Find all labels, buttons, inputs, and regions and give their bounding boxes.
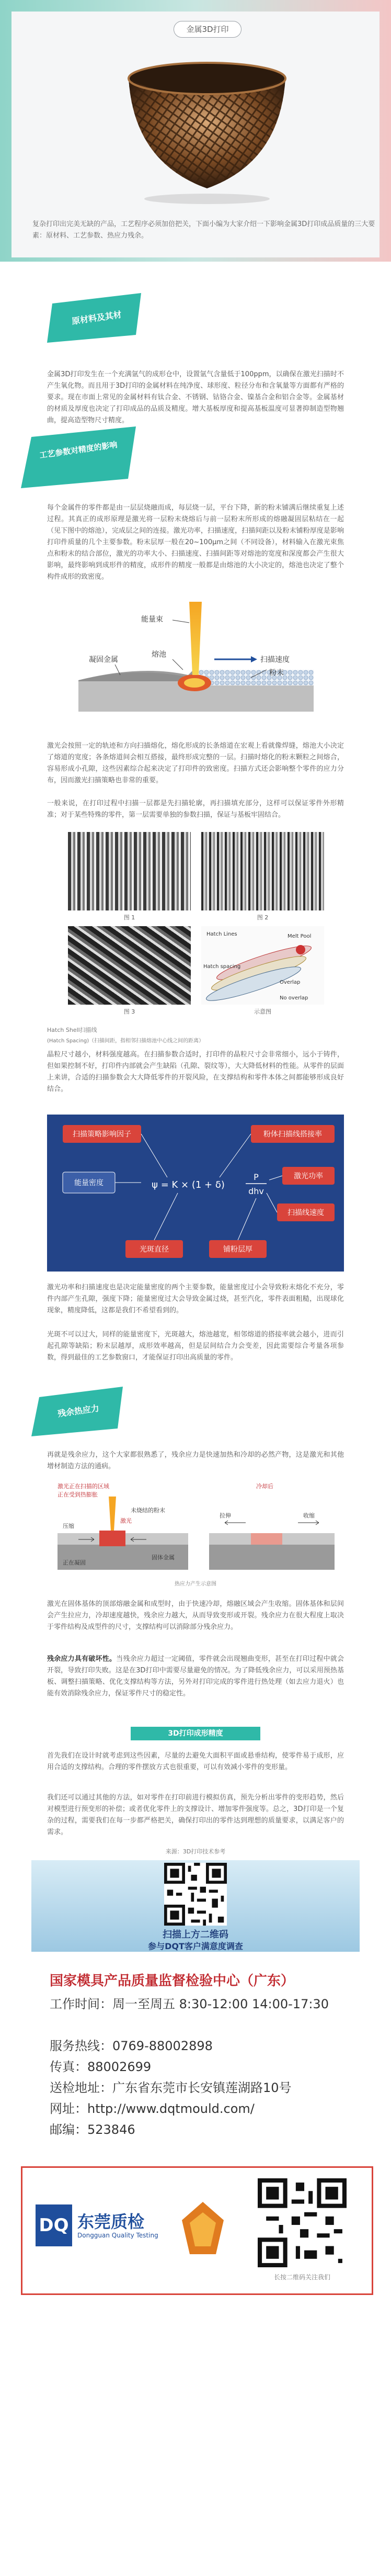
label-energy-beam: 能量束 xyxy=(141,615,163,624)
footer-logo-banner xyxy=(21,2166,373,2295)
survey-qr-card xyxy=(31,1860,360,1952)
micrograph-figure-3 xyxy=(68,926,191,1005)
energy-left-top: 扫描策略影响因子 xyxy=(73,1130,131,1139)
section2b-paragraph-2: 光斑不可以过大，同样的能量密度下，光斑越大，熔池越宽，相邻熔道的搭接率就会越小，进而引起孔隙等缺陷；粉末层越厚，成形效率越高，但是层间结合力会变差，因此需要综合考量各项参数，得到最佳的工艺参数窗口，才能保证打印出高质量的零件。 xyxy=(47,1331,344,1362)
section3-badge: 残余热应力 xyxy=(56,1403,100,1419)
stress-label-solid: 固体金属 xyxy=(152,1554,175,1561)
section1-paragraph: 金属3D打印发生在一个充满氩气的成形仓中，设置氩气含量低于100ppm，以确保在激光扫描时不产生氧化物。而且用于3D打印的金属材料在纯净度、球形度、粒径分布和含氧量等方面都有严格的要求。现在市面上常见的金属材料有钛合金、不锈钢、钴铬合金、镍基合金和铝合金等。金属基材的材质及厚度也决定了打印成品的品质及精度。增大基板厚度和提高基板温度可显著抑制造型物翘曲，提高造型物尺寸精度。 xyxy=(47,370,344,424)
label-hatch-spacing: Hatch spacing xyxy=(203,964,241,970)
label-hatch-lines: Hatch Lines xyxy=(206,931,237,937)
micrograph-figure-1 xyxy=(68,832,191,910)
lattice-bowl-image xyxy=(102,42,312,215)
label-solidified-metal: 凝固金属 xyxy=(89,656,118,664)
section4-badge: 3D打印成形精度 xyxy=(168,1729,223,1738)
footer-hours: 工作时间：周一至周五 8:30-12:00 14:00-17:30 xyxy=(50,1997,329,2011)
melt-pool-diagram xyxy=(78,591,314,733)
stress-label-laser: 激光 xyxy=(120,1517,132,1524)
section3-paragraph-3-bold: 残余应力具有破坏性。 xyxy=(47,1655,117,1663)
stress-right-title: 冷却后 xyxy=(256,1483,273,1490)
section2-paragraph-2: 激光会按照一定的轨迹和方向扫描熔化，熔化形成的长条熔道在宏观上看就像焊缝，熔池大小决定了熔道的宽度；各条熔道间会相互搭接，最终形成完整的一层。扫描时熔化的粉末颗粒之间熔合，容易形成小孔隙，这些因素综合起来决定了打印件的致密度。扫描方式还会影响整个零件的应力分布，因而激光扫描策略也非常的重要。 xyxy=(47,742,344,784)
section2-badge: 工艺参数对精度的影响 xyxy=(39,440,118,460)
footer-website[interactable]: 网址：http://www.dqtmould.com/ xyxy=(50,2101,255,2116)
section3-paragraph-3-text: 当残余应力超过一定阈值，零件就会出现翘曲变形，甚至在打印过程中就会开裂，导致打印失败。这是在3D打印中需要尽量避免的情况。为了降低残余应力，可以采用预热基板、调整扫描策略、优化支撑结构等方法，另外对打印完成的零件进行热处理（如去应力退火）也能有效消除残余应力，保证零件尺寸的稳定性。 xyxy=(47,1655,344,1697)
micrograph-figure-2 xyxy=(201,832,324,910)
stress-label-compress: 压缩 xyxy=(63,1523,74,1529)
footer-zip: 邮编：523846 xyxy=(50,2122,135,2137)
label-powder: 粉末 xyxy=(269,669,284,677)
section4-paragraph-1: 首先我们在设计时就考虑到这些因素，尽量的去避免大面积平面或悬垂结构，使零件易于成形，应用合适的支撑结构。合理的零件摆放方式也很重要，可以有效减小零件的变形量。 xyxy=(47,1752,344,1771)
hatch-schematic xyxy=(201,926,324,1005)
section2b-paragraph-1: 激光功率和扫描速度也是决定能量密度的两个主要参数，能量密度过小会导致粉末熔化不充分，零件内部产生孔隙，强度下降；能量密度过大会导致金属过烧，甚至汽化，零件表面粗糙，出现球化现象，精度降低，这都是我们不希望看到的。 xyxy=(47,1284,344,1314)
energy-fraction-top: P xyxy=(254,1172,259,1182)
section1-badge: 原材料及其材 xyxy=(71,309,122,327)
energy-density-diagram xyxy=(47,1115,344,1272)
section3-paragraph-3 xyxy=(47,1653,344,1700)
logo-chinese-name: 东莞质检 xyxy=(77,2212,145,2232)
survey-line-1: 扫描上方二维码 xyxy=(163,1929,228,1940)
dongguan-emblem-icon xyxy=(179,2199,226,2257)
label-scan-speed: 扫描速度 xyxy=(260,656,290,664)
stress-label-tension: 拉伸 xyxy=(220,1512,231,1519)
stress-left-sub: 正在受到热膨胀 xyxy=(58,1491,98,1498)
footer-phone[interactable]: 服务热线：0769-88002898 xyxy=(50,2039,213,2053)
section2-paragraph-1: 每个金属件的零件都是由一层层烧融而成，每层烧一层，平台下降，新的粉末铺满后继续重复上述过程。其真正的成形原理是激光将一层粉末烧熔后与前一层粉末所形成的熔融凝固层粘结在一起（见下图中的熔池），完成层之间的连接。激光功率，扫描速度，扫描间距以及粉末铺粉厚度是影响打印件质量的几个主要参数。粉末层厚一般在20~100μm之间（不同设备），材料输入在激光束焦点和粉末的结合部位，激光的功率大小、扫描速度、扫描间距等对熔池的宽度和深度都会产生很大影响，最终影响到成形件的精度，成形件的精度一般都是由熔池的大小决定的，熔池也决定了整个构件成形的致密度。 xyxy=(47,504,344,581)
footer-org: 国家模具产品质量监督检验中心（广东） xyxy=(50,1973,295,1989)
energy-bottom-1: 光斑直径 xyxy=(140,1245,169,1254)
energy-right-3: 扫描线速度 xyxy=(288,1209,324,1217)
stress-label-shrink: 收缩 xyxy=(303,1512,315,1519)
label-no-overlap: No overlap xyxy=(280,995,308,1001)
header-card xyxy=(12,12,380,257)
energy-right-1: 粉体扫描线搭接率 xyxy=(263,1130,322,1139)
section2-paragraph-3: 一般来说，在打印过程中扫描一层都是先扫描轮廓，再扫描填充部分，这样可以保证零件外形精准；对于某些特殊的零件，第一层需要单独的参数扫描，保证与基板牢固结合。 xyxy=(47,800,344,819)
header-badge: 金属3D打印 xyxy=(174,21,242,38)
header-caption: 复杂打印出完美无缺的产品，工艺程序必须加倍把关，下面小编为大家介绍一下影响金属3D打印成品质量的三大要素：原材料、工艺参数、热应力残余。 xyxy=(32,220,375,240)
stress-left-title: 激光正在扫描的区域 xyxy=(58,1483,109,1490)
footer-address: 送检地址：广东省东莞市长安镇莲湖路10号 xyxy=(50,2080,292,2095)
dqt-logo-icon: DQ xyxy=(36,2204,72,2246)
energy-right-2: 激光功率 xyxy=(294,1172,323,1180)
follow-qr-code[interactable] xyxy=(258,2178,347,2267)
figure-4-label: 示意图 xyxy=(254,1008,271,1015)
section3-paragraph-2: 激光在固体基体的顶部熔融金属和成型时，由于快速冷却，熔融区域会产生收缩。固体基体和层间会产生拉应力，冷却速度越快，残余应力越大，从而导致变形或开裂。残余应力在很大程度上取决于零件结构及成型件的尺寸，支撑结构可以消除部分残余应力。 xyxy=(47,1600,344,1631)
section3-paragraph-1: 再就是残余应力，这个大家都很熟悉了，残余应力是快速加热和冷却的必然产物，这是激光和其他增材制造方法的通病。 xyxy=(47,1451,344,1470)
energy-bottom-2: 铺粉层厚 xyxy=(223,1245,252,1254)
energy-formula: ψ = K × (1 + δ) xyxy=(152,1179,225,1190)
stress-label-powder: 未烧结的粉末 xyxy=(131,1507,165,1514)
label-melt-pool: 熔池 xyxy=(152,650,166,659)
label-melt-pool-en: Melt Pool xyxy=(288,933,312,939)
section2-paragraph-4: 晶粒尺寸越小，材料强度越高。在扫描参数合适时，打印件的晶粒尺寸会非常细小，远小于铸件，但如果控制不好，打印件内部就会产生缺陷（孔隙、裂纹等），大大降低材料的性能。从零件的层面上来讲，合适的扫描参数会大大降低零件的开裂风险，在支撑结构和零件本体之间都能够形成良好结合。 xyxy=(47,1051,344,1093)
thermal-stress-diagram xyxy=(47,1481,344,1591)
follow-qr-caption: 长按二维码关注我们 xyxy=(273,2274,330,2281)
header-banner xyxy=(0,0,391,262)
stress-caption: 热应力产生示意图 xyxy=(175,1581,216,1587)
figure-3-label: 图 3 xyxy=(123,1008,135,1015)
hatch-subnote: (Hatch Spacing)（扫描间距，指相邻扫描熔池中心线之间的距离） xyxy=(47,1038,204,1044)
figure-1-label: 图 1 xyxy=(123,914,135,921)
footer-fax: 传真：88002699 xyxy=(50,2060,152,2074)
stress-label-solidifying: 正在凝固 xyxy=(63,1559,86,1566)
section4-paragraph-2: 我们还可以通过其他的方法，如对零件在打印前进行模拟仿真，预先分析出零件的变形趋势，然后对模型进行预变形的补偿；或者优化零件上的支撑设计、增加零件强度等。总之，3D打印是一个复杂的过程，需要我们在每一步都严格把关，确保打印出的零件达到理想的质量要求，以满足客户的需求。 xyxy=(47,1794,344,1836)
survey-line-2: 参与DQT客户满意度调查 xyxy=(148,1941,243,1951)
label-overlap: Overlap xyxy=(280,980,301,985)
energy-center: 能量密度 xyxy=(74,1179,104,1187)
survey-qr-code[interactable] xyxy=(164,1863,227,1926)
source-note: 来源：3D打印技术参考 xyxy=(165,1848,226,1855)
logo-english-name: Dongguan Quality Testing xyxy=(77,2232,158,2239)
figure-2-label: 图 2 xyxy=(257,914,269,921)
energy-fraction-bottom: dhv xyxy=(248,1186,264,1196)
hatch-note: Hatch Shell扫描线 xyxy=(47,1027,97,1033)
